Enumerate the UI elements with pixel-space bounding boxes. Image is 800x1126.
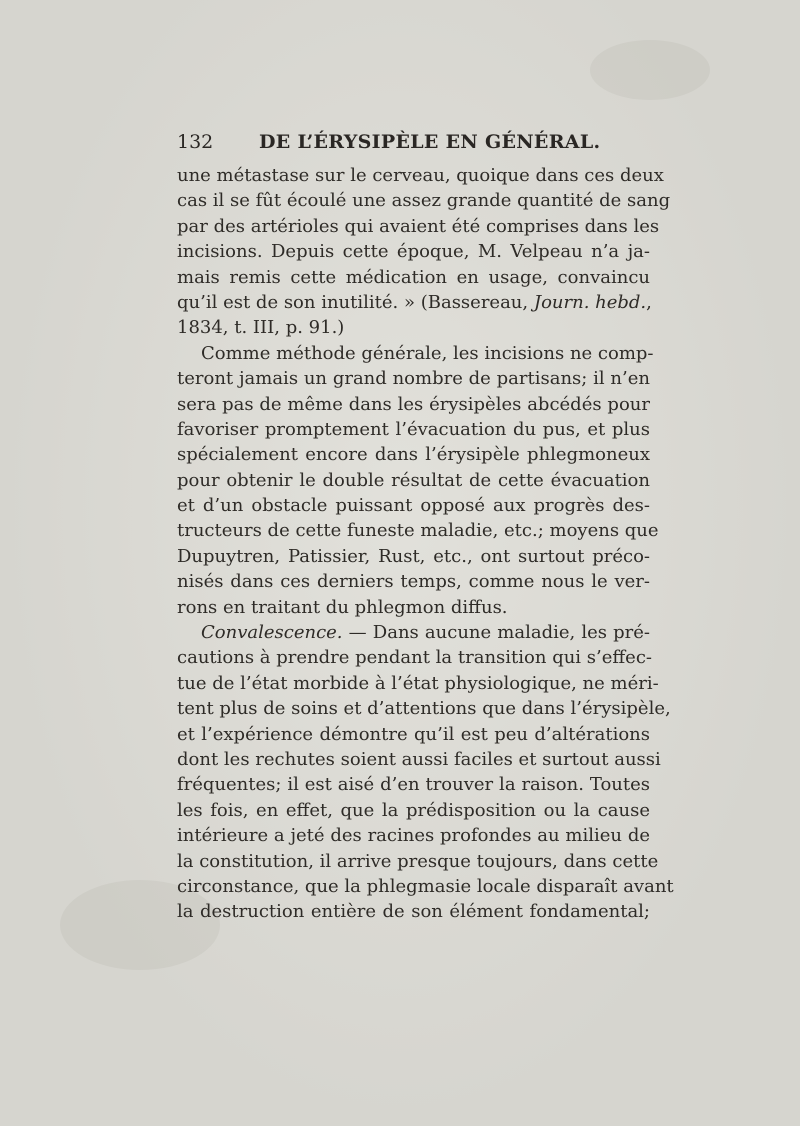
text-line: et d’un obstacle puissant opposé aux progrès des- xyxy=(177,495,650,517)
paper-stain xyxy=(590,40,710,100)
text-line: tue de l’état morbide à l’état physiologique, ne méri- xyxy=(177,672,659,694)
text-line: Dupuytren, Patissier, Rust, etc., ont surtout préco- xyxy=(177,545,650,567)
chapter-title: DE L’ÉRYSIPÈLE EN GÉNÉRAL. xyxy=(259,131,601,153)
text-line: favoriser promptement l’évacuation du pus, et plus xyxy=(177,418,650,440)
text-line: mais remis cette médication en usage, convaincu xyxy=(177,266,650,288)
text-line: teront jamais un grand nombre de partisans; il n’en xyxy=(177,368,650,390)
text-line: cautions à prendre pendant la transition qui s’effec- xyxy=(177,647,652,669)
text-line: par des artérioles qui avaient été comprises dans les xyxy=(177,215,660,237)
text-line: la constitution, il arrive presque toujours, dans cette xyxy=(177,850,659,872)
text-line: une métastase sur le cerveau, quoique dans ces deux xyxy=(177,165,664,186)
text-line: 1834, t. III, p. 91.) xyxy=(177,317,345,339)
text-line: intérieure a jeté des racines profondes au milieu de xyxy=(177,825,650,847)
text-line: dont les rechutes soient aussi faciles et surtout aussi xyxy=(177,748,661,770)
text-line: circonstance, que la phlegmasie locale disparaît avant xyxy=(177,875,674,897)
text-line: tent plus de soins et d’attentions que dans l’érysipèle, xyxy=(177,698,671,720)
text-line: nisés dans ces derniers temps, comme nous le ver- xyxy=(177,571,650,593)
text-line: les fois, en effet, que la prédisposition ou la cause xyxy=(177,799,650,821)
text-line: et l’expérience démontre qu’il est peu d’altérations xyxy=(177,723,650,745)
text-line: sera pas de même dans les érysipèles abcédés pour xyxy=(177,393,650,415)
text-line: incisions. Depuis cette époque, M. Velpeau n’a ja- xyxy=(177,241,650,263)
text-line: cas il se fût écoulé une assez grande quantité de sang xyxy=(177,190,671,212)
text-line: spécialement encore dans l’érysipèle phlegmoneux xyxy=(177,444,650,466)
text-line: fréquentes; il est aisé d’en trouver la raison. Toutes xyxy=(177,774,650,796)
journal-citation: Journ. hebd. xyxy=(533,291,647,313)
paragraph-start-line: Convalescence. — Dans aucune maladie, les pré- xyxy=(201,622,650,644)
running-head xyxy=(177,131,650,157)
section-heading-convalescence: Convalescence. xyxy=(201,622,343,644)
text-line: qu’il est de son inutilité. » (Bassereau, Journ. hebd., xyxy=(177,291,652,313)
body-text xyxy=(177,163,674,925)
text-line: pour obtenir le double résultat de cette évacuation xyxy=(177,469,650,491)
text-line: la destruction entière de son élément fondamental; xyxy=(177,901,650,923)
text-line: tructeurs de cette funeste maladie, etc.; moyens que xyxy=(177,520,659,542)
text-line: rons en traitant du phlegmon diffus. xyxy=(177,596,508,618)
page-number: 132 xyxy=(177,131,214,153)
paragraph-start-line: Comme méthode générale, les incisions ne comp- xyxy=(201,342,654,364)
